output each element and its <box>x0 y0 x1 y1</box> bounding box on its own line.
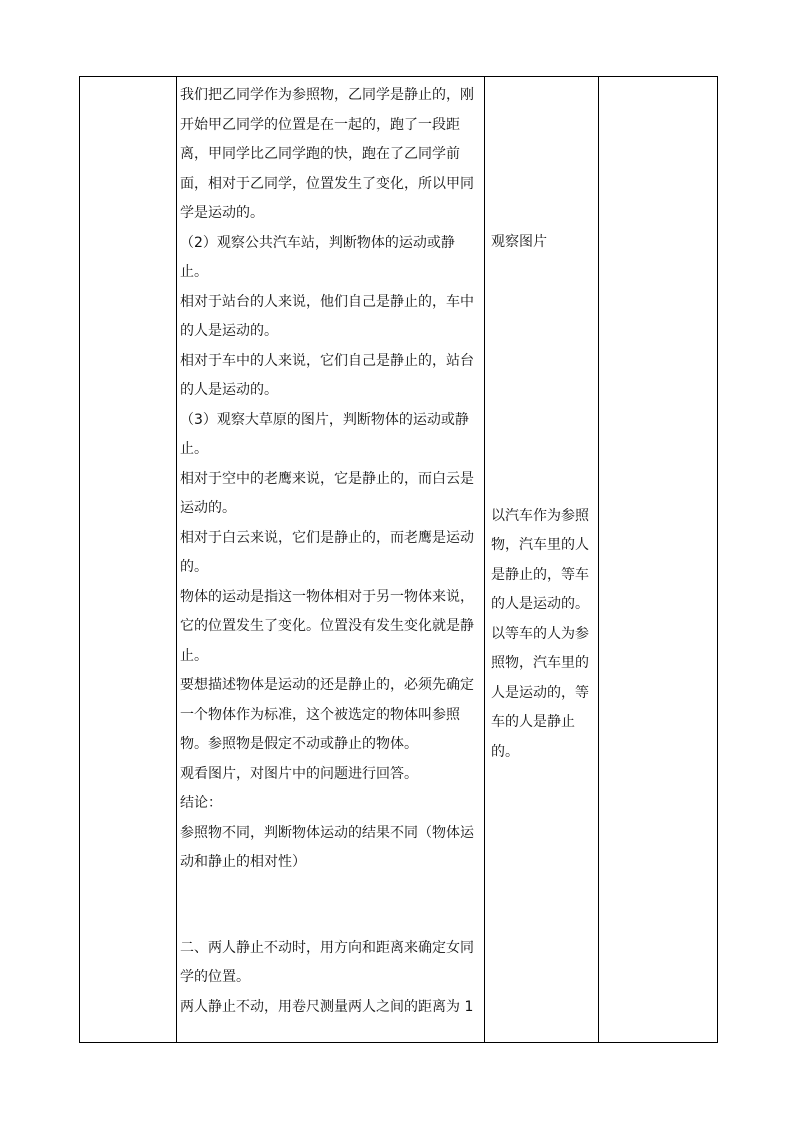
content-paragraph: 观看图片，对图片中的问题进行回答。 <box>180 765 418 782</box>
observe-note: 观察图片 <box>491 234 547 250</box>
content-paragraph: 我们把乙同学作为参照物，乙同学是静止的，刚开始甲乙同学的位置是在一起的，跑了一段距离，甲同学比乙同学跑的快，跑在了乙同学前面，相对于乙同学，位置发生了变化，所以甲同学是运动的。 <box>180 87 474 221</box>
content-paragraph: 结论： <box>180 795 222 811</box>
content-paragraph: 物体的运动是指这一物体相对于另一物体来说，它的位置发生了变化。位置没有发生变化就是静止。 <box>180 588 474 664</box>
section-two-heading: 二、两人静止不动时，用方向和距离来确定女同学的位置。 <box>180 939 474 985</box>
paragraph-spacer <box>180 878 480 934</box>
teaching-content-cell <box>177 77 485 1043</box>
content-paragraph: 相对于车中的人来说，它们自己是静止的，站台的人是运动的。 <box>180 352 474 398</box>
content-paragraph: 相对于站台的人来说，他们自己是静止的，车中的人是运动的。 <box>180 293 474 339</box>
lesson-plan-table <box>79 76 718 1043</box>
content-paragraph: 相对于白云来说，它们是静止的，而老鹰是运动的。 <box>180 529 474 575</box>
content-paragraph: （3）观察大草原的图片，判断物体的运动或静止。 <box>180 411 469 457</box>
content-paragraph: 两人静止不动，用卷尺测量两人之间的距离为 1 <box>180 998 474 1015</box>
table-row <box>80 77 718 1043</box>
content-paragraph: 参照物不同，判断物体运动的结果不同（物体运动和静止的相对性） <box>180 824 474 870</box>
content-paragraph: （2）观察公共汽车站，判断物体的运动或静止。 <box>180 234 455 280</box>
stage-column-cell <box>80 77 177 1043</box>
content-paragraph: 要想描述物体是运动的还是静止的，必须先确定一个物体作为标准，这个被选定的物体叫参照物。参照物是假定不动或静止的物体。 <box>180 677 474 752</box>
design-intent-cell <box>599 77 718 1043</box>
activity-conclusion: 以汽车作为参照物，汽车里的人是静止的，等车的人是运动的。以等车的人为参照物，汽车里的人是运动的，等车的人是静止的。 <box>491 507 589 760</box>
content-paragraph: 相对于空中的老鹰来说，它是静止的，而白云是运动的。 <box>180 470 474 516</box>
student-activity-cell <box>485 77 599 1043</box>
